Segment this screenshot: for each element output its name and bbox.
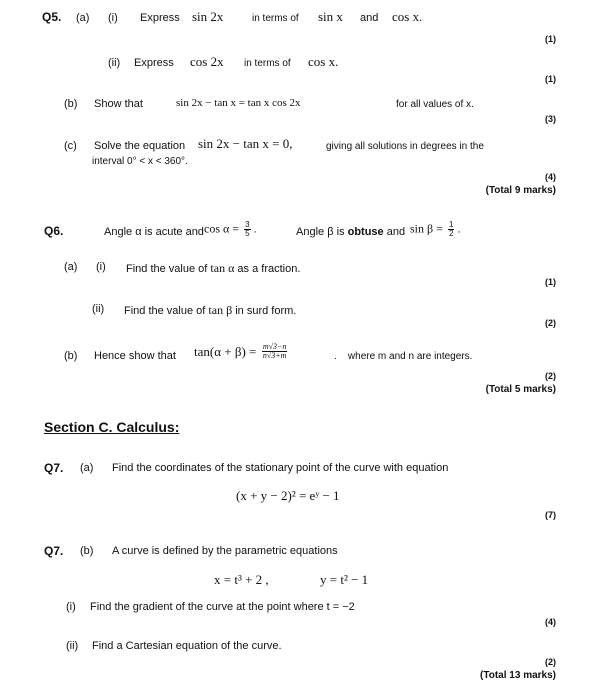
- question-number: Q6.: [44, 224, 64, 238]
- part-label: (b): [64, 350, 78, 362]
- marks-label: (4): [545, 617, 556, 627]
- marks-label: (3): [545, 114, 556, 124]
- total-marks: (Total 13 marks): [480, 670, 556, 681]
- question-text: Hence show that: [94, 350, 176, 362]
- question-text: Show that: [94, 98, 143, 110]
- math-expression: sin 2x − tan x = 0,: [198, 136, 293, 151]
- question-text: and: [360, 12, 379, 24]
- part-label: (a): [80, 462, 94, 474]
- question-text: A curve is defined by the parametric equations: [112, 545, 338, 557]
- marks-label: (2): [545, 657, 556, 667]
- math-expression: sin 2x: [192, 9, 224, 24]
- question-number: Q7.: [44, 544, 64, 558]
- math-expression: sin β = $\frac{1}{2}$ .: [410, 220, 461, 238]
- marks-label: (7): [545, 510, 556, 520]
- marks-label: (2): [545, 371, 556, 381]
- part-label: (b): [64, 98, 78, 110]
- part-label: (a): [64, 261, 78, 273]
- question-text: giving all solutions in degrees in the: [326, 141, 484, 152]
- total-marks: (Total 9 marks): [485, 185, 556, 196]
- equation: y = t² − 1: [320, 572, 369, 587]
- question-text: Find the coordinates of the stationary point of the curve with equation: [112, 462, 449, 474]
- question-number: Q7.: [44, 461, 64, 475]
- question-text: Find the gradient of the curve at the point where t = −2: [90, 601, 355, 613]
- marks-label: (1): [545, 34, 556, 44]
- marks-label: (1): [545, 74, 556, 84]
- subpart-label: (ii): [92, 303, 105, 315]
- marks-label: (1): [545, 277, 556, 287]
- part-label: (a): [76, 12, 90, 24]
- math-expression: sin x: [318, 9, 343, 24]
- question-text: Express: [134, 57, 174, 69]
- question-text: Angle β is obtuse and: [296, 226, 406, 238]
- math-expression: cos α = $\frac{3}{5}$ .: [204, 220, 257, 238]
- question-text: in terms of: [244, 58, 291, 69]
- equation: x = t³ + 2 ,: [214, 572, 269, 587]
- subpart-label: (ii): [108, 57, 121, 69]
- question-text: Find the value of tan β in surd form.: [124, 303, 297, 317]
- part-label: (c): [64, 140, 77, 152]
- section-heading: Section C. Calculus:: [44, 419, 180, 435]
- question-text: Solve the equation: [94, 140, 186, 152]
- question-text: Angle α is acute and: [104, 226, 204, 238]
- question-text: for all values of x.: [396, 99, 474, 110]
- question-text: in terms of: [252, 13, 299, 24]
- part-label: (b): [80, 545, 94, 557]
- question-text: Find the value of tan α as a fraction.: [126, 261, 301, 275]
- fraction: $\frac{1}{2}$: [448, 220, 454, 238]
- question-text: interval 0° < x < 360°.: [92, 156, 188, 167]
- question-number: Q5.: [42, 10, 62, 24]
- subpart-label: (i): [66, 601, 76, 613]
- question-text: . where m and n are integers.: [334, 351, 473, 362]
- marks-label: (4): [545, 172, 556, 182]
- subpart-label: (ii): [66, 640, 79, 652]
- subpart-label: (i): [108, 12, 118, 24]
- math-expression: cos x.: [392, 9, 423, 24]
- marks-label: (2): [545, 318, 556, 328]
- math-expression: tan(α + β) = $\frac{m√3-n}{n√3+m}$: [194, 342, 287, 361]
- question-text: Express: [140, 12, 180, 24]
- math-expression: cos x.: [308, 54, 339, 69]
- question-text: Find a Cartesian equation of the curve.: [92, 640, 282, 652]
- fraction: $\frac{m√3-n}{n√3+m}$: [262, 342, 287, 361]
- subpart-label: (i): [96, 261, 106, 273]
- fraction: $\frac{3}{5}$: [245, 220, 250, 238]
- total-marks: (Total 5 marks): [485, 384, 556, 395]
- math-expression: sin 2x − tan x = tan x cos 2x: [176, 97, 301, 109]
- equation: (x + y − 2)² = eʸ − 1: [236, 488, 340, 503]
- math-expression: cos 2x: [190, 54, 224, 69]
